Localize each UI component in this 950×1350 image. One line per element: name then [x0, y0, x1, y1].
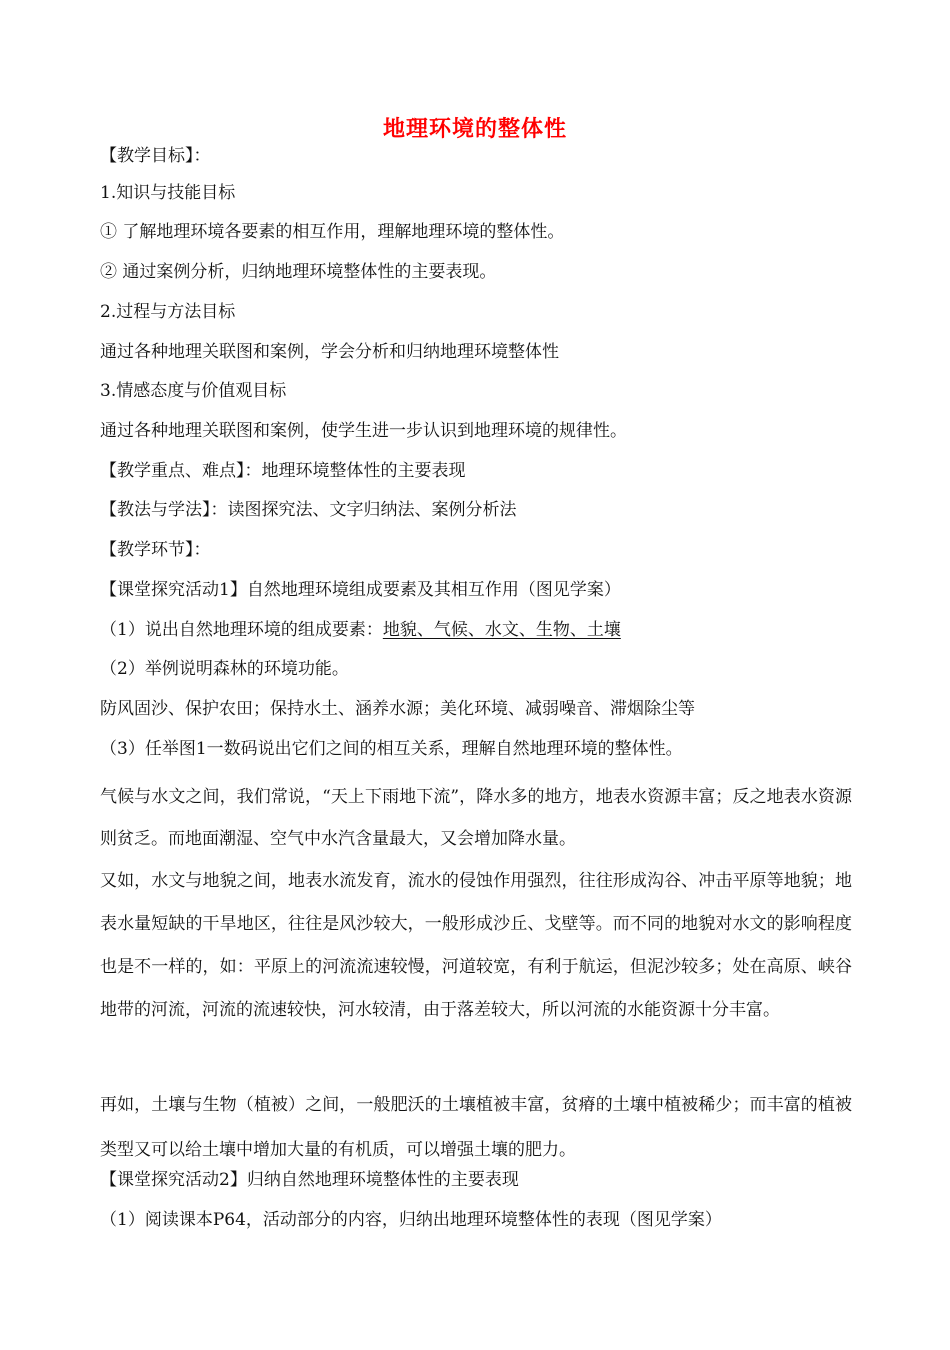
activity1-question2-answer: 防风固沙、保护农田；保持水土、涵养水源；美化环境、减弱噪音、滞烟除尘等 — [100, 699, 695, 719]
teaching-methods: 【教法与学法】：读图探究法、文字归纳法、案例分析法 — [100, 500, 517, 520]
activity1-question3: （3）任举图1一数码说出它们之间的相互关系，理解自然地理环境的整体性。 — [100, 739, 683, 759]
question1-answer: 地貌、气候、水文、生物、土壤 — [382, 620, 621, 640]
paragraph-hydrology-landform: 又如，水文与地貌之间，地表水流发育，流水的侵蚀作用强烈，往往形成沟谷、冲击平原等地貌；地表水量短缺的干旱地区，往往是风沙较大，一般形成沙丘、戈壁等。而不同的地貌对水文的影响程度也是不一样的，如：平原上的河流流速较慢，河道较宽，有利于航运，但泥沙较多；处在高原、峡谷地带的河流，河流的流速较快，河水较清，由于落差较大，所以河流的水能资源十分丰富。 — [100, 871, 852, 1020]
activity2-heading: 【课堂探究活动2】归纳自然地理环境整体性的主要表现 — [100, 1170, 519, 1190]
document-title: 地理环境的整体性 — [382, 117, 567, 142]
goal1-heading: 1.知识与技能目标 — [100, 183, 236, 203]
goal3-text: 通过各种地理关联图和案例，使学生进一步认识到地理环境的规律性。 — [100, 421, 627, 441]
activity1-question2: （2）举例说明森林的环境功能。 — [100, 659, 349, 679]
activity1-heading: 【课堂探究活动1】自然地理环境组成要素及其相互作用（图见学案） — [100, 580, 621, 600]
question1-prefix: （1）说出自然地理环境的组成要素： — [100, 620, 383, 640]
goal1-item2: ② 通过案例分析，归纳地理环境整体性的主要表现。 — [100, 262, 497, 282]
activity2-question1: （1）阅读课本P64，活动部分的内容，归纳出地理环境整体性的表现（图见学案） — [100, 1210, 722, 1230]
goals-header: 【教学目标】： — [100, 146, 211, 166]
paragraph-climate-hydrology: 气候与水文之间，我们常说，“天上下雨地下流”，降水多的地方，地表水资源丰富；反之地表水资源则贫乏。而地面潮湿、空气中水汽含量最大，又会增加降水量。 — [100, 787, 852, 849]
activity1-question1 — [100, 620, 860, 640]
goal2-heading: 2.过程与方法目标 — [100, 302, 236, 322]
paragraph-soil-vegetation: 再如，土壤与生物（植被）之间，一般肥沃的土壤植被丰富，贫瘠的土壤中植被稀少；而丰富的植被类型又可以给土壤中增加大量的有机质，可以增强土壤的肥力。 — [100, 1095, 852, 1160]
goal2-text: 通过各种地理关联图和案例，学会分析和归纳地理环境整体性 — [100, 342, 559, 362]
steps-header: 【教学环节】： — [100, 540, 211, 560]
goal1-item1: ① 了解地理环境各要素的相互作用，理解地理环境的整体性。 — [100, 222, 565, 242]
key-points: 【教学重点、难点】：地理环境整体性的主要表现 — [100, 461, 466, 481]
goal3-heading: 3.情感态度与价值观目标 — [100, 381, 287, 401]
